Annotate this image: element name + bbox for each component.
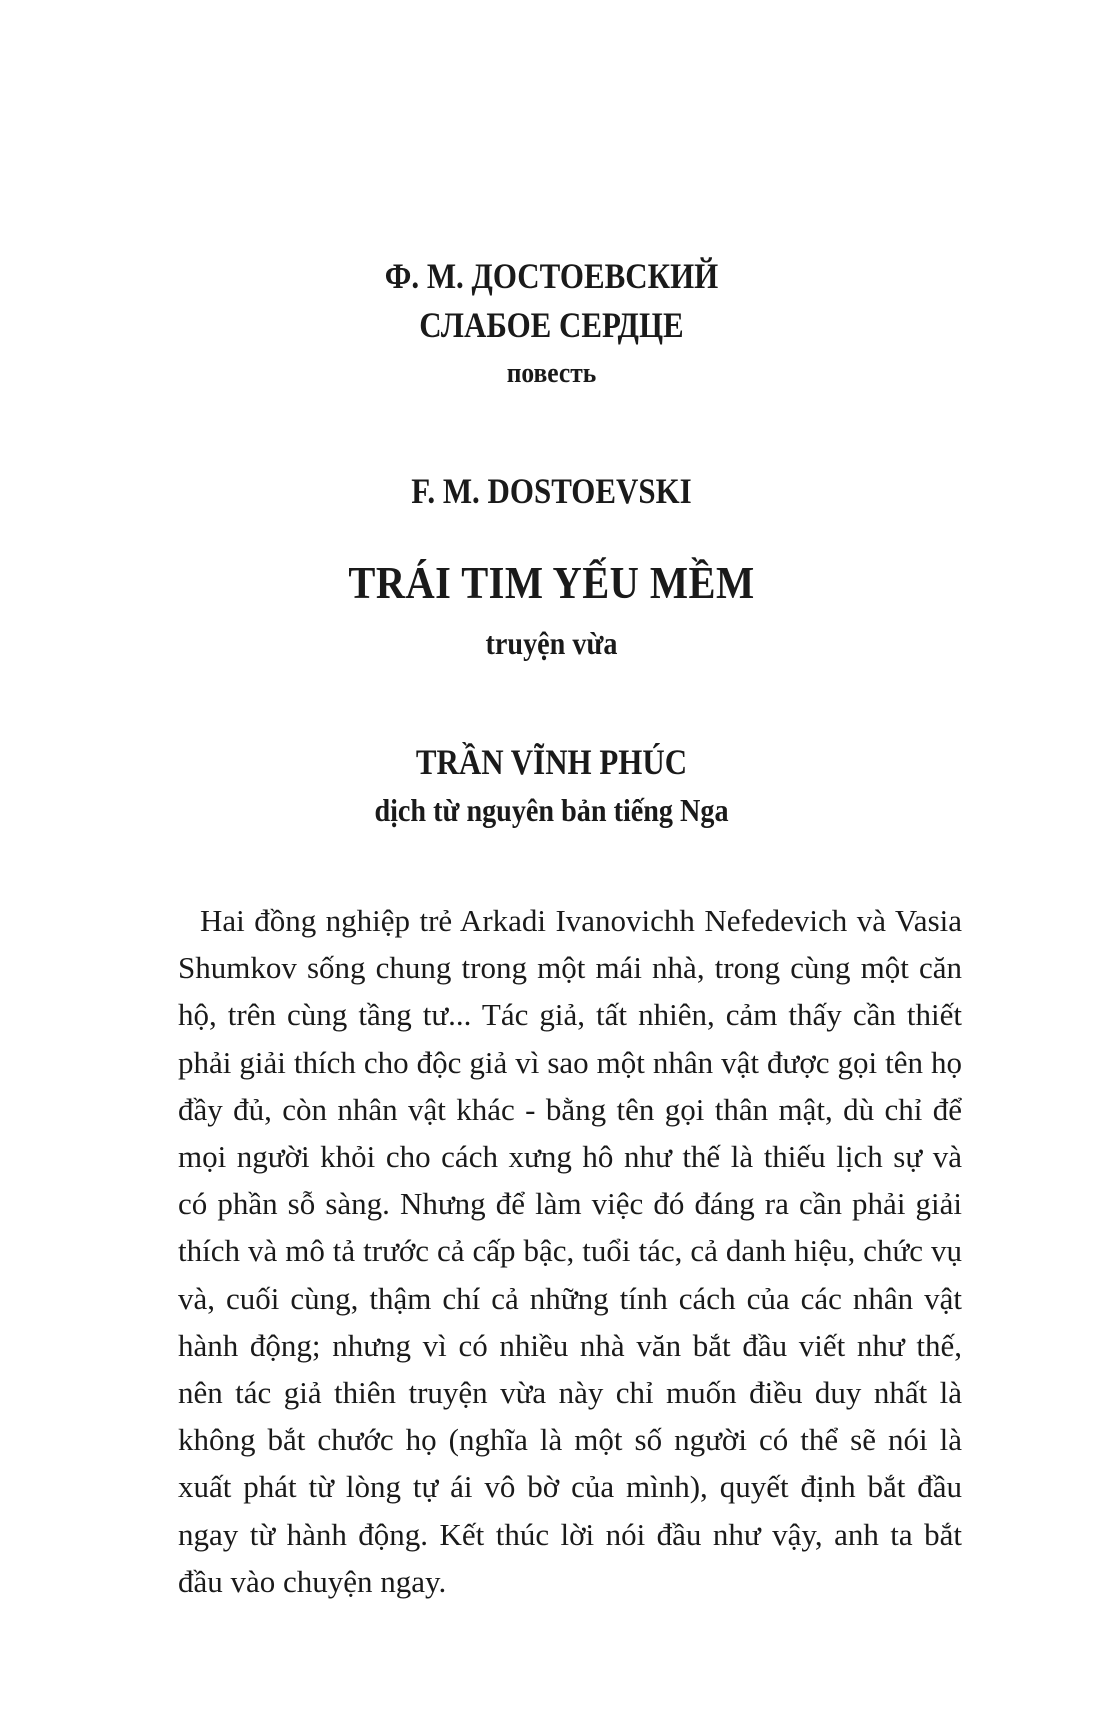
translator-name: TRẦN VĨNH PHÚC — [415, 742, 688, 782]
vietnamese-title: TRÁI TIM YẾU MỀM — [348, 557, 755, 608]
russian-author: Ф. М. ДОСТОЕВСКИЙ — [384, 256, 719, 296]
russian-title: СЛАБОЕ СЕРДЦЕ — [419, 305, 684, 345]
russian-genre: повесть — [506, 357, 597, 389]
translation-note: dịch từ nguyên bản tiếng Nga — [374, 792, 729, 828]
opening-paragraph: Hai đồng nghiệp trẻ Arkadi Ivanovichh Nefedevich và Vasia Shumkov sống chung trong một mái nhà, trong cùng một căn hộ, trên cùng tầng tư... Tác giả, tất nhiên, cảm thấy cần thiết phải giải thích cho độc giả vì sao một nhân vật được gọi tên họ đầy đủ, còn nhân vật khác - bằng tên gọi thân mật, dù chỉ để mọi người khỏi cho cách xưng hô như thế là thiếu lịch sự và có phần sỗ sàng. Nhưng để làm việc đó đáng ra cần phải giải thích và mô tả trước cả cấp bậc, tuổi tác, cả danh hiệu, chức vụ và, cuối cùng, thậm chí cả những tính cách của các nhân vật hành động; nhưng vì có nhiều nhà văn bắt đầu viết như thế, nên tác giả thiên truyện vừa này chỉ muốn điều duy nhất là không bắt chước họ (nghĩa là một số người có thể sẽ nói là xuất phát từ lòng tự ái vô bờ của mình), quyết định bắt đầu ngay từ hành động. Kết thúc lời nói đầu như vậy, anh ta bắt đầu vào chuyện ngay. — [178, 903, 962, 1599]
vietnamese-genre: truyện vừa — [485, 625, 618, 661]
vietnamese-author: F. M. DOSTOEVSKI — [411, 471, 692, 511]
